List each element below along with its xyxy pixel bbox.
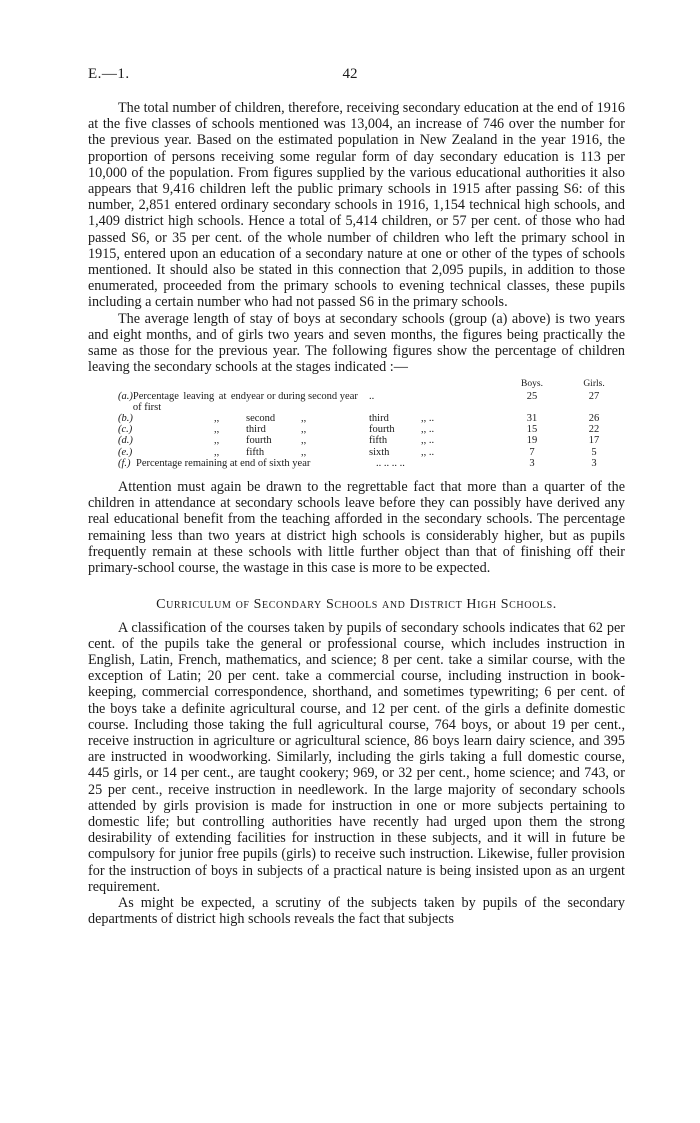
paragraph-district-high-schools: As might be expected, a scrutiny of the subjects taken by pupils of the secondary departments of district high schools reveals the fact that subjects [88,894,625,928]
table-row: (c.) ,, third ,, fourth ,, .. 15 22 [118,424,625,435]
row-label: (d.) [118,435,133,447]
boys-value: 31 [526,413,538,425]
boys-value: 7 [529,446,535,458]
girls-value: 26 [588,413,600,425]
table-row: (d.) ,, fourth ,, fifth ,, .. 19 17 [118,435,625,446]
paragraph-curriculum: A classification of the courses taken by pupils of secondary schools indicates that 62 per cent. of the pupils take the general or professional course, which includes instruction in English, Latin, French, mathematics, and science; 8 per cent. take a similar course, with the exception of Latin; 20 per cent. take a commercial course, including instruction in book-keeping, commercial correspondence, shorthand, and sometimes typewriting; 6 per cent. of the boys take a definite agricultural course, and 12 per cent. of the girls a definite domestic course. Including those taking the full agricultural course, 764 boys, or about 19 per cent., receive instruction in agriculture or agricultural science, 86 boys learn dairy science, and 395 are instructed in woodworking. Similarly, including the girls taking a full domestic course, 445 girls, or 14 per cent., are taught cookery; 969, or 32 per cent., home science; and 743, or 25 per cent., receive instruction in needlework. In the large majority of secondary schools attended by girls provision is made for instruction in one or more subjects pertaining to domestic life; but controlling authorities have recently had urged upon them the strong desirability of extending facilities for instruction in these subjects, and it will in future be compulsory for junior free pupils (girls) to receive such instruction. Likewise, fuller provision for the instruction of boys in subjects of a practical nature is being insisted upon as an urgent requirement. [88,619,625,895]
boys-value: 15 [526,424,538,436]
table-header-row [118,379,625,390]
column-header-boys: Boys. [521,379,543,390]
table-row: (a.) Percentage leaving at end of first year or during second year .. 25 27 [118,391,625,413]
girls-value: 3 [591,457,597,469]
report-code: E.—1. [88,66,130,82]
page-body [88,100,625,927]
boys-value: 19 [526,435,538,447]
page-number: 42 [342,66,358,82]
row-label: (a.) [118,390,133,402]
girls-value: 5 [591,446,597,458]
table-row: (f.) Percentage remaining at end of sixth year .. .. .. .. 3 3 [118,458,625,469]
girls-value: 27 [588,390,600,402]
paragraph-wastage: Attention must again be drawn to the regrettable fact that more than a quarter of the children in attendance at secondary schools leave before they can possibly have derived any real educational benefit from the teaching afforded in the secondary schools. The percentage remaining less than two years at district high schools is considerably higher, but as pupils frequently remain at these schools with little further object than that of finishing off their primary-school course, the wastage in this case is more to be expected. [88,479,625,577]
row-label: (e.) [118,446,133,458]
girls-value: 17 [588,435,600,447]
row-label: (b.) [118,413,133,425]
column-header-girls: Girls. [583,379,605,390]
leaving-percentages-table [118,379,625,469]
girls-value: 22 [588,424,600,436]
paragraph-length-of-stay: The average length of stay of boys at secondary schools (group (a) above) is two years and eight months, and of girls two years and seven months, the figures being practically the same as those for the previous year. The following figures show the percentage of children leaving the secondary schools at the stages indicated :— [88,310,625,376]
boys-value: 3 [529,457,535,469]
row-label: (c.) [118,424,133,436]
section-heading: Curriculum of Secondary Schools and District High Schools. [156,597,557,613]
table-row: (b.) ,, second ,, third ,, .. 31 26 [118,413,625,424]
table-row: (e.) ,, fifth ,, sixth ,, .. 7 5 [118,447,625,458]
row-label: (f.) [118,457,131,469]
boys-value: 25 [526,390,538,402]
paragraph-secondary-education-totals: The total number of children, therefore, receiving secondary education at the end of 1916 at the five classes of schools mentioned was 13,004, an increase of 746 over the number for the previous year. Based on the estimated population in New Zealand in the year 1916, the proportion of persons receiving some regular form of day secondary education is 113 per 10,000 of the population. From figures supplied by the various educational authorities it also appears that 9,416 children left the public primary schools in 1915 after passing S6: of this number, 2,851 entered ordinary secondary schools in 1916, 1,154 technical high schools, and 1,409 district high schools. Hence a total of 5,414 children, or 57 per cent. of those who had passed S6, or 35 per cent. of the whole number of children who left the primary school in 1915, entered upon an education of a secondary nature at one or other of the types of schools mentioned. It should also be stated in this connection that 2,095 pupils, in addition to those enumerated, proceeded from the primary schools to evening technical classes, these pupils including a certain number who had not passed S6 in the primary schools. [88,100,626,311]
